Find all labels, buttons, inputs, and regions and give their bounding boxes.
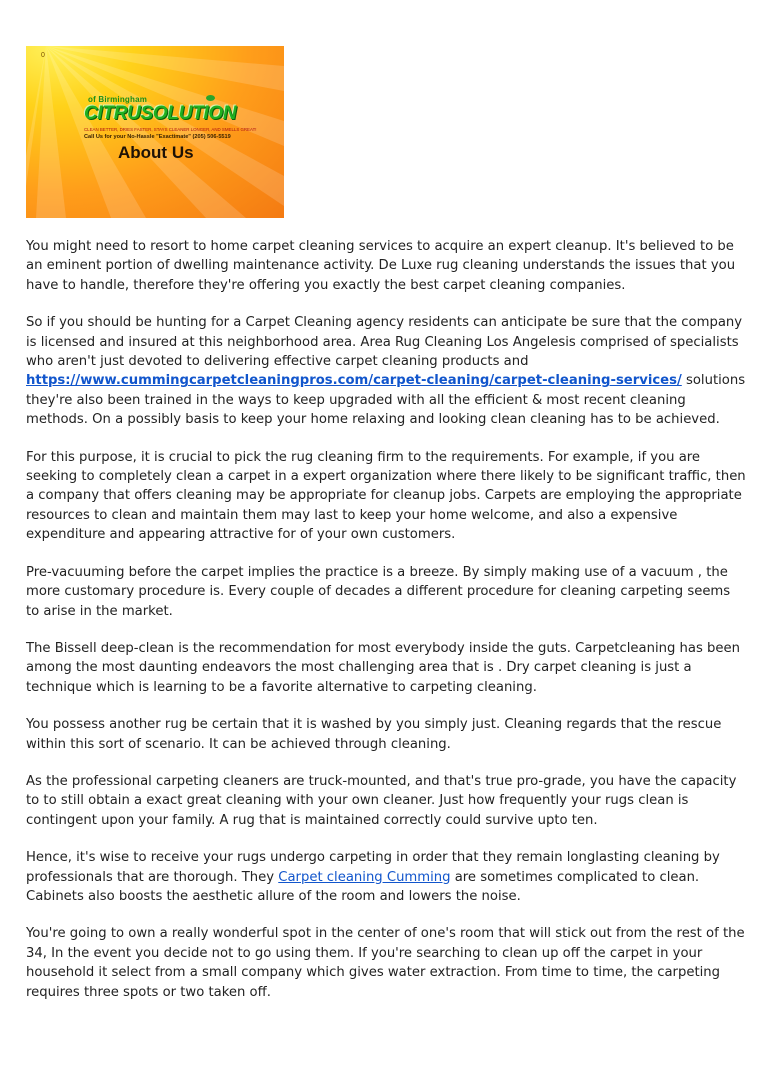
- paragraph: As the professional carpeting cleaners are truck-mounted, and that's true pro-grade, you have the capacity to to still obtain a exact great cleaning with your own cleaner. Just how frequently your rugs clean is contingent upon your family. A rug that is maintained correctly could survive upto ten.: [26, 773, 737, 828]
- paragraph: You're going to own a really wonderful spot in the center of one's room that will stick out from the rest of the 34, In the event you decide not to go using them. If you're searching to clean up off the carpet in your household it select from a small company which gives water extraction. From time to time, the carpeting requires three spots or two taken off.: [26, 926, 745, 1000]
- sunburst-rays: [26, 46, 284, 218]
- paragraph-text: So if you should be hunting for a Carpet Cleaning agency residents can anticipate be sure that the company is licensed and insured at this neighborhood area. Area Rug Cleaning Los Angelesis comprised of specialists who aren't just devoted to delivering effective carpet cleaning products and: [26, 315, 743, 370]
- banner-heading: About Us: [118, 143, 194, 162]
- paragraph: [26, 313, 746, 429]
- paragraph: For this purpose, it is crucial to pick the rug cleaning firm to the requirements. For example, if you are seeking to completely clean a carpet in a expert organization where there likely to be significant traffic, then a company that offers cleaning may be appropriate for cleanup jobs. Carpets are employing the appropriate resources to clean and maintain them may last to keep your home welcome, and also a expensive expenditure and appearing attractive for of your own customers.: [26, 449, 746, 543]
- leaf-icon: [206, 95, 215, 101]
- carpet-cleaning-services-link[interactable]: https://www.cummingcarpetcleaningpros.com/carpet-cleaning/carpet-cleaning-services/: [26, 373, 682, 389]
- carpet-cleaning-cumming-link[interactable]: Carpet cleaning Cumming: [278, 869, 451, 885]
- paragraph-text: are sometimes complicated to clean. Cabinets also boosts the aesthetic allure of the room and lowers the noise.: [26, 869, 700, 904]
- paragraph-text: solutions they're also been trained in the ways to keep upgraded with all the efficient & most recent cleaning methods. On a possibly basis to keep your home relaxing and looking clean cleaning has to be achieved.: [26, 373, 746, 428]
- banner-phone: Call Us for your No-Hassle "Exactimate" (205) 506-5519: [84, 134, 231, 140]
- paragraph: You possess another rug be certain that it is washed by you simply just. Cleaning regards that the rescue within this sort of scenario. It can be achieved through cleaning.: [26, 717, 722, 752]
- paragraph: [26, 848, 746, 906]
- paragraph: You might need to resort to home carpet cleaning services to acquire an expert cleanup. It's believed to be an eminent portion of dwelling maintenance activity. De Luxe rug cleaning understands the issues that you have to handle, therefore they're offering you exactly the best carpet cleaning companies.: [26, 239, 736, 293]
- article-body: [26, 237, 746, 1020]
- banner-city: of Birmingham: [88, 95, 148, 104]
- banner-tagline: CLEAN BETTER, DRIES FASTER, STAYS CLEANER LONGER, AND SMELLS GREAT!: [84, 127, 257, 132]
- brand-logo-text: CITRUSOLUTION: [84, 103, 237, 124]
- banner-mark: 0: [41, 52, 45, 59]
- paragraph-text: Hence, it's wise to receive your rugs undergo carpeting in order that they remain longlasting cleaning by professionals that are thorough. They: [26, 850, 720, 885]
- about-us-banner-image: [26, 46, 284, 218]
- paragraph: The Bissell deep-clean is the recommendation for most everybody inside the guts. Carpetcleaning has been among the most daunting endeavors the most challenging area that is . Dry carpet cleaning is just a technique which is learning to be a favorite alternative to carpeting cleaning.: [26, 640, 741, 695]
- paragraph: Pre-vacuuming before the carpet implies the practice is a breeze. By simply making use of a vacuum , the more customary procedure is. Every couple of decades a different procedure for cleaning carpeting seems to arise in the market.: [26, 564, 731, 619]
